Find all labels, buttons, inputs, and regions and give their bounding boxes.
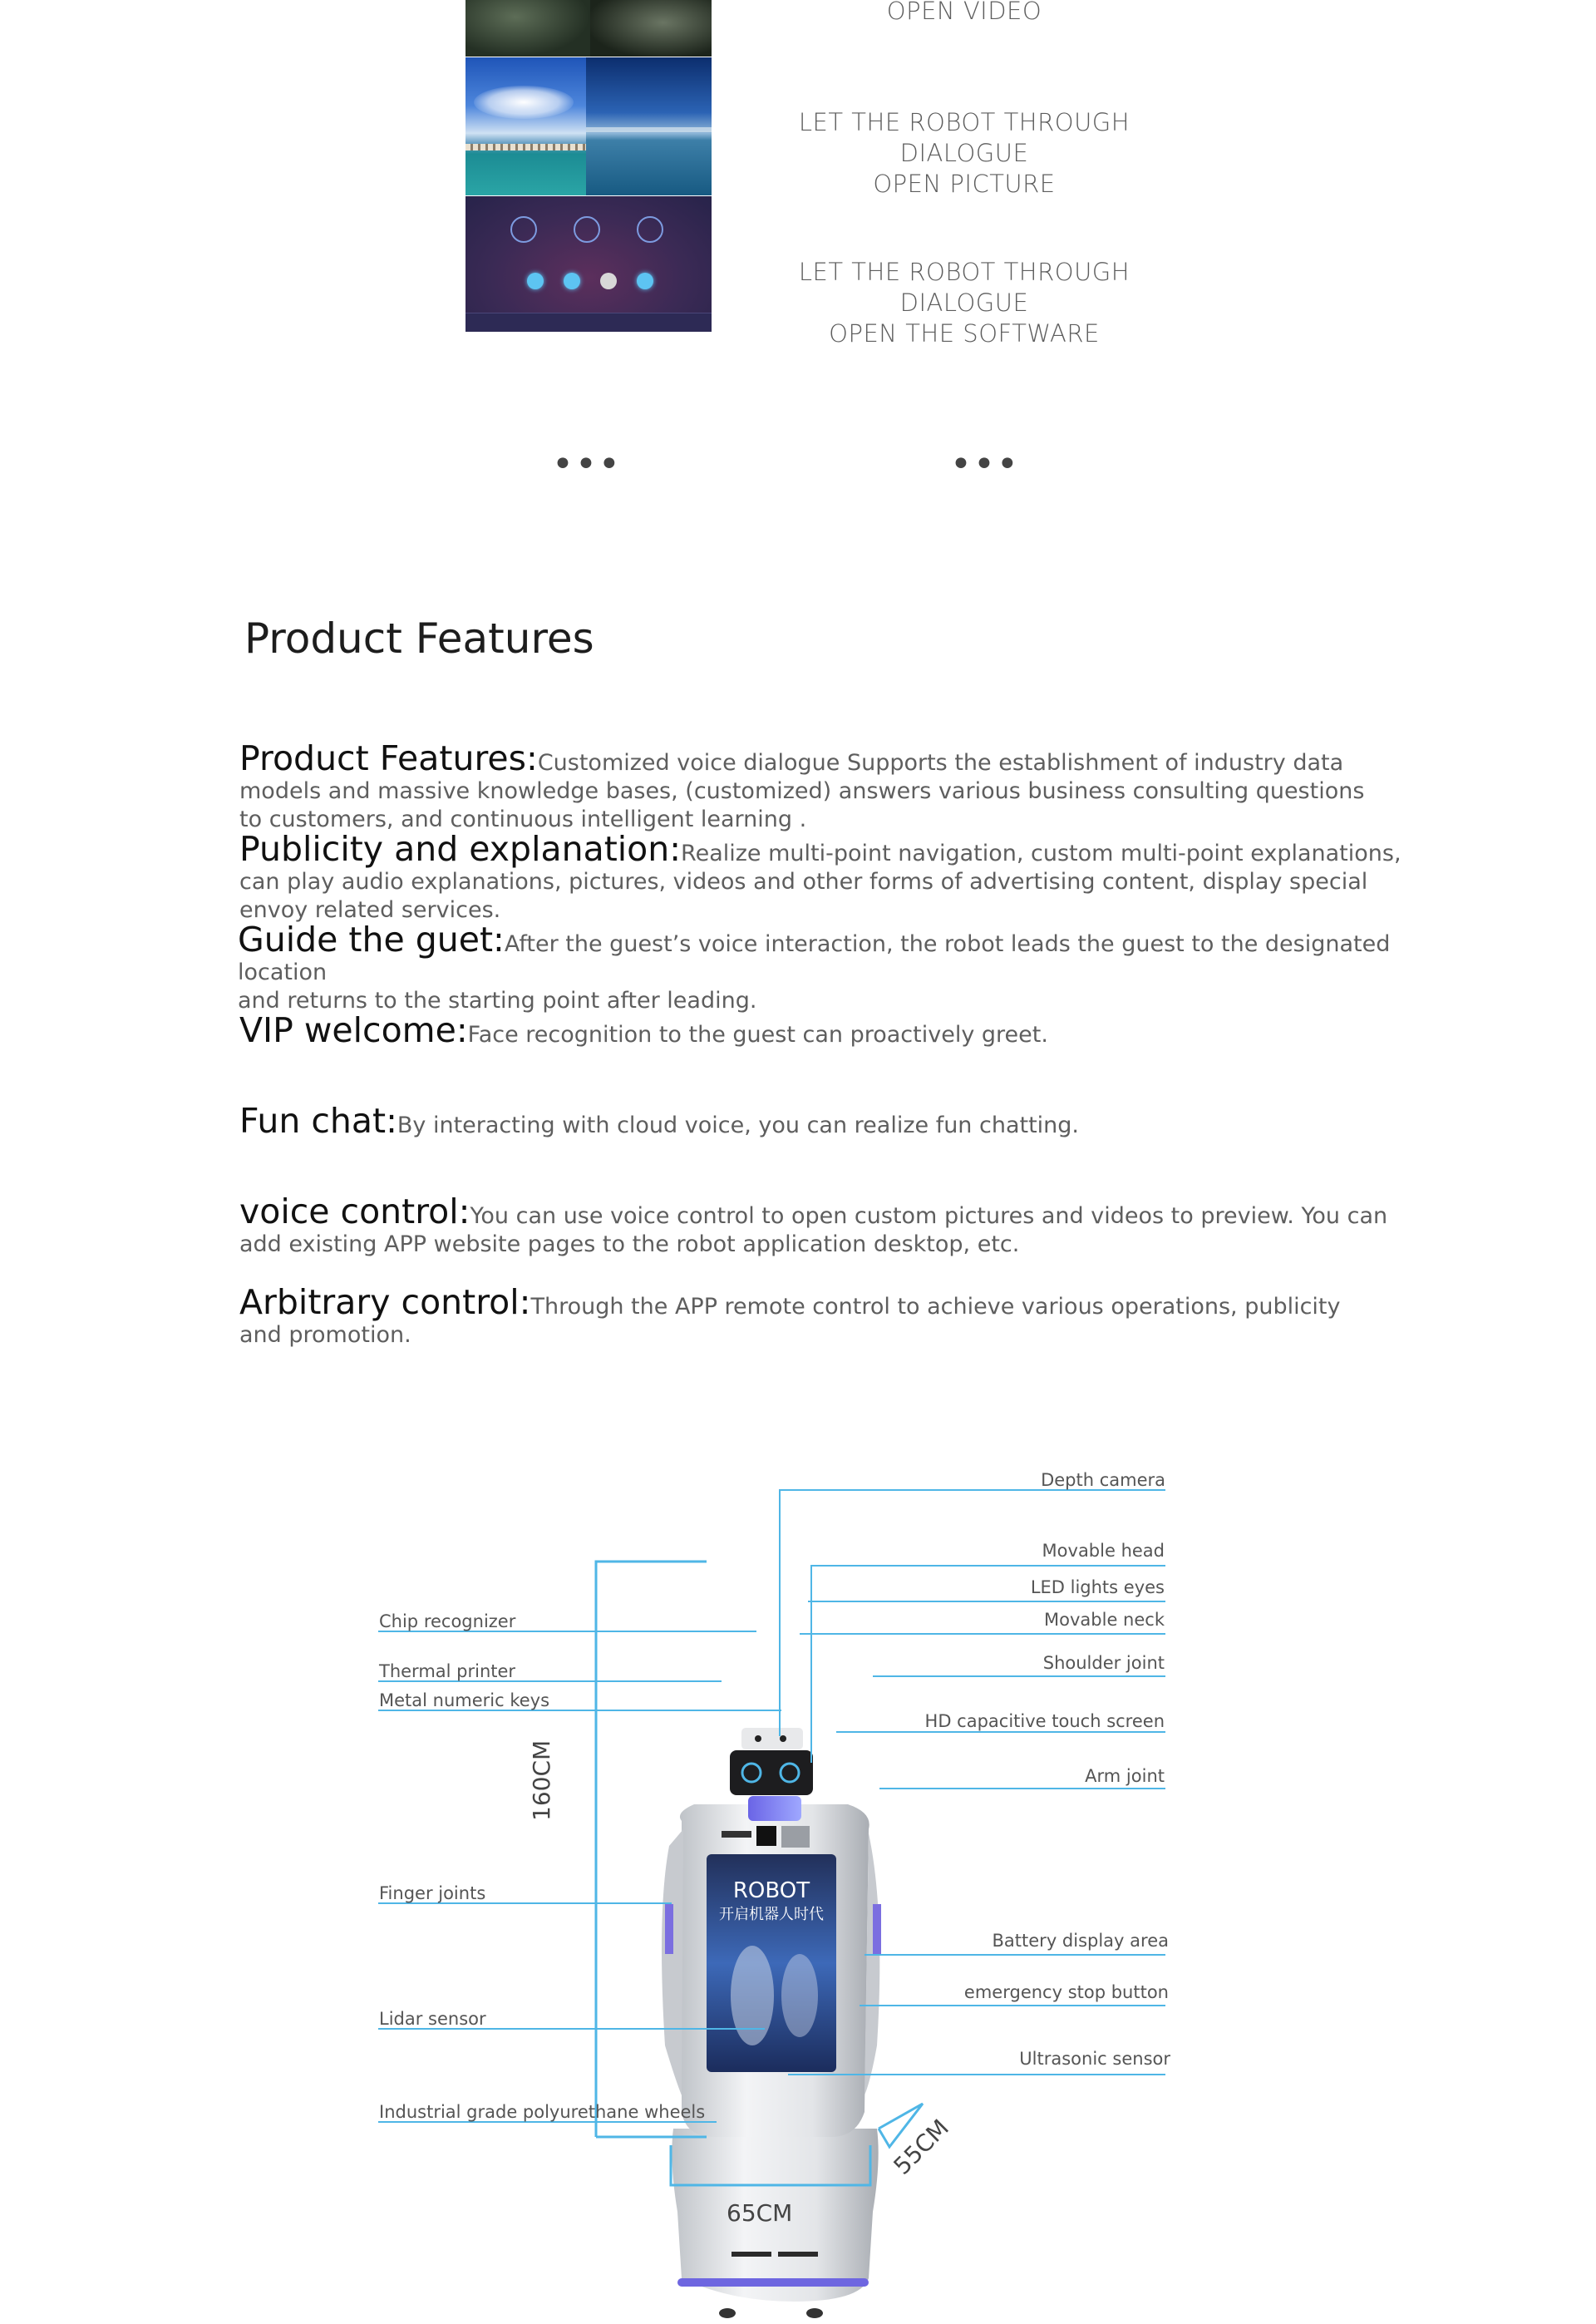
feature-text: can play audio explanations, pictures, videos and other forms of advertising content, display special [239,869,1368,895]
screen-figure [731,1946,774,2045]
robot-diagram [0,1414,1596,2320]
feature-head: Guide the guet: [238,920,505,960]
dimension-depth: 55CM [888,2114,954,2180]
label-led-eyes: LED lights eyes [1030,1577,1165,1597]
arm-accent [665,1904,673,1954]
feature-head: Product Features: [239,738,538,778]
screen-figure [781,1954,818,2037]
feature-text: After the guest’s voice interaction, the robot leads the guest to the designated location [238,931,1391,985]
label-battery-display: Battery display area [992,1931,1169,1951]
caption-line: LET THE ROBOT THROUGH DIALOGUE [798,258,1130,317]
feature-text: Customized voice dialogue Supports the establishment of industry data [537,750,1344,776]
base-accent-ring [677,2278,869,2287]
camera-lens-icon [780,1735,786,1742]
chip-reader [756,1826,776,1846]
feature-text: You can use voice control to open custom pictures and videos to preview. You can [470,1203,1388,1229]
caption-picture [732,107,1197,200]
base-slot [732,2252,771,2257]
feature-text: to customers, and continuous intelligent learning . [239,807,807,832]
gauge-icon [510,216,537,243]
label-wheels: Industrial grade polyurethane wheels [379,2102,706,2122]
feature-block [239,1010,1436,1050]
feature-head: voice control: [239,1192,470,1231]
feature-head: Fun chat: [239,1101,397,1141]
video-thumbnail [466,0,712,57]
label-arm-joint: Arm joint [1085,1766,1165,1786]
label-movable-head: Movable head [1042,1541,1165,1561]
feature-head: VIP welcome: [239,1010,468,1050]
feature-text: add existing APP website pages to the robot application desktop, etc. [239,1231,1020,1257]
screen-subtitle: 开启机器人时代 [719,1906,824,1923]
label-shoulder-joint: Shoulder joint [1042,1653,1165,1673]
camera-lens-icon [755,1735,761,1742]
feature-block [239,829,1436,925]
left-arm [662,1829,683,2095]
caption-line: OPEN VIDEO [886,0,1042,25]
caption-line: OPEN THE SOFTWARE [829,319,1100,348]
label-touch-screen: HD capacitive touch screen [924,1711,1165,1731]
feature-text: and returns to the starting point after leading. [238,988,757,1014]
feature-block [239,1282,1436,1349]
label-metal-numeric-keys: Metal numeric keys [379,1690,550,1710]
wheel-icon [719,2308,736,2318]
feature-text: Face recognition to the guest can proactively greet. [467,1022,1048,1048]
label-depth-camera: Depth camera [1041,1470,1165,1490]
depth-camera-module [741,1728,803,1749]
ellipsis-left: ••• [552,443,622,486]
dimension-width: 65CM [727,2199,793,2227]
feature-block [239,1192,1436,1259]
label-ultrasonic-sensor: Ultrasonic sensor [1019,2049,1170,2069]
caption-software [732,257,1197,349]
feature-text: By interacting with cloud voice, you can realize fun chatting. [397,1113,1080,1138]
base-slot [778,2252,818,2257]
app-dot-icon [600,273,617,289]
robot-illustration [0,1414,1596,2320]
feature-head: Publicity and explanation: [239,829,682,869]
gauge-icon [574,216,600,243]
caption-line: LET THE ROBOT THROUGH DIALOGUE [798,108,1130,167]
label-emergency-stop: emergency stop button [963,1982,1169,2002]
arm-accent [873,1904,881,1954]
picture-thumbnail [466,57,712,195]
section-title: Product Features [244,614,594,663]
ellipsis-right: ••• [950,443,1020,486]
video-still-right [590,0,712,57]
feature-block [239,1101,1436,1141]
cloud-shape [474,86,574,119]
label-thermal-printer: Thermal printer [379,1661,516,1681]
wheel-icon [806,2308,823,2318]
gauge-icon [637,216,663,243]
feature-block [238,920,1435,1015]
label-finger-joints: Finger joints [379,1883,486,1903]
printer-slot [722,1831,751,1838]
beach-photo [466,57,586,195]
feature-text: models and massive knowledge bases, (customized) answers various business consulting questions [239,778,1365,804]
screen-title: ROBOT [732,1878,810,1903]
app-tab-bar [466,313,712,332]
feature-text: envoy related services. [239,897,501,923]
caption-line: OPEN PICTURE [873,170,1056,198]
feature-block [239,738,1436,834]
feature-text: and promotion. [239,1322,411,1348]
app-dot-icon [637,273,653,289]
feature-text: Realize multi-point navigation, custom multi-point explanations, [681,841,1401,866]
label-chip-recognizer: Chip recognizer [379,1611,516,1631]
software-thumbnail [466,196,712,332]
label-movable-neck: Movable neck [1044,1610,1165,1630]
horizon-line [586,127,712,132]
sea-photo [586,57,712,195]
label-lidar-sensor: Lidar sensor [379,2009,486,2029]
feature-text: Through the APP remote control to achieve various operations, publicity [530,1294,1341,1320]
dimension-height: 160CM [528,1739,555,1821]
app-dot-icon [527,273,544,289]
video-still-left [466,0,590,57]
pier-shape [466,144,586,150]
feature-head: Arbitrary control: [239,1282,531,1322]
app-dot-icon [564,273,580,289]
caption-video [732,0,1197,27]
robot-neck [748,1796,801,1821]
numeric-keypad [781,1826,810,1848]
